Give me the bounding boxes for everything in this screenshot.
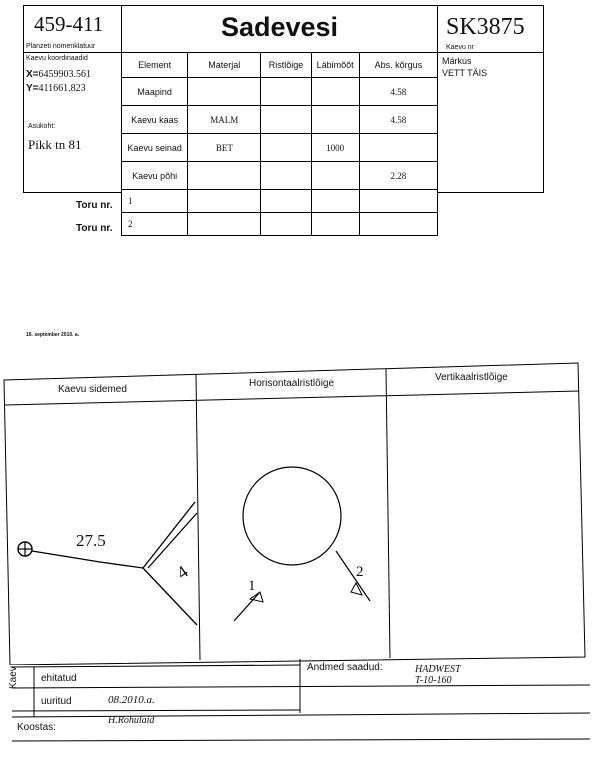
footer-line-top (12, 665, 300, 667)
horizontal-section-circle (243, 467, 341, 565)
well-element-table (121, 52, 438, 236)
footer-lines (0, 655, 593, 765)
source-label: Andmed saadud: (307, 662, 383, 673)
plan-number: 459-411 (34, 12, 104, 36)
distance-label: 27.5 (76, 531, 106, 550)
header-ristloige: Ristlõige (261, 53, 311, 78)
pipe-1-label: Toru nr. (76, 200, 113, 211)
uuritud-value: 08.2010.a. (108, 694, 155, 706)
coordinates-box (23, 52, 122, 193)
well-id: SK3875 (446, 14, 525, 40)
y-coordinate: Y=411661.823 (26, 83, 86, 94)
title-box (121, 5, 438, 53)
footer-line-low (12, 710, 300, 711)
koostas-value: H.Rohulaid (108, 715, 155, 726)
pipe-1-number: 1 (248, 578, 256, 594)
source-value-1: HADWEST (415, 664, 461, 675)
connection-line (32, 551, 143, 568)
ehitatud-label: ehitatud (41, 673, 77, 684)
pipe-row: 2 (122, 213, 438, 236)
kaev-label: Kaev (8, 666, 19, 689)
table-row: Kaevu kaas MALM 4.58 (122, 106, 438, 134)
header-labimoot: Läbimõõt (311, 53, 359, 78)
document-date: 16. september 2010. a. (26, 332, 80, 338)
table-row: Kaevu põhi 2.28 (122, 162, 438, 190)
pipe-1-line (234, 592, 260, 621)
header-element: Element (122, 53, 188, 78)
location-label: Asukoht: (28, 123, 56, 130)
sketch-border (4, 363, 585, 665)
source-value-2: T-10-160 (415, 675, 452, 686)
well-id-label: Kaevu nr (446, 44, 475, 51)
section-horisontaal: Horisontaalristlõige (249, 378, 335, 389)
pipe-sketch (143, 502, 197, 625)
well-id-box (437, 5, 544, 53)
pipe-2-line (336, 551, 370, 601)
x-coordinate: X=6459903.561 (26, 69, 92, 80)
plan-number-label: Planzeti nomenklatuur (26, 43, 96, 50)
page-title: Sadevesi (220, 12, 339, 42)
remarks-label: Märkus (442, 56, 472, 66)
pipe-2-arrow-icon (351, 583, 362, 595)
location-value: Pikk tn 81 (28, 137, 82, 152)
sketch-divider-2 (386, 369, 390, 658)
footer-line-bottom (12, 713, 590, 717)
section-vertikaal: Vertikaalristlõige (435, 372, 508, 383)
coordinates-label: Kaevu koordinaadid (26, 55, 88, 62)
side-label: 4 (172, 561, 192, 583)
uuritud-label: uuritud (41, 696, 72, 707)
sketch-svg (0, 355, 593, 665)
table-row: Maapind 4.58 (122, 78, 438, 106)
pipe-row: 1 (122, 190, 438, 213)
header-korgus: Abs. kõrgus (359, 53, 437, 78)
pipe-2-number: 2 (356, 564, 364, 580)
plan-number-box (23, 5, 122, 53)
pipe-2-label: Toru nr. (76, 223, 113, 234)
section-kaevu-sidemed: Kaevu sidemed (58, 384, 127, 395)
koostas-label: Koostas: (17, 722, 56, 733)
remarks-value: VETT TÄIS (442, 68, 488, 78)
header-materjal: Materjal (188, 53, 261, 78)
sketch-divider-1 (196, 375, 200, 660)
footer-line-mid (12, 685, 590, 688)
footer-line-koostas (12, 739, 590, 741)
remarks-box (437, 52, 544, 193)
table-row: Kaevu seinad BET 1000 (122, 134, 438, 162)
